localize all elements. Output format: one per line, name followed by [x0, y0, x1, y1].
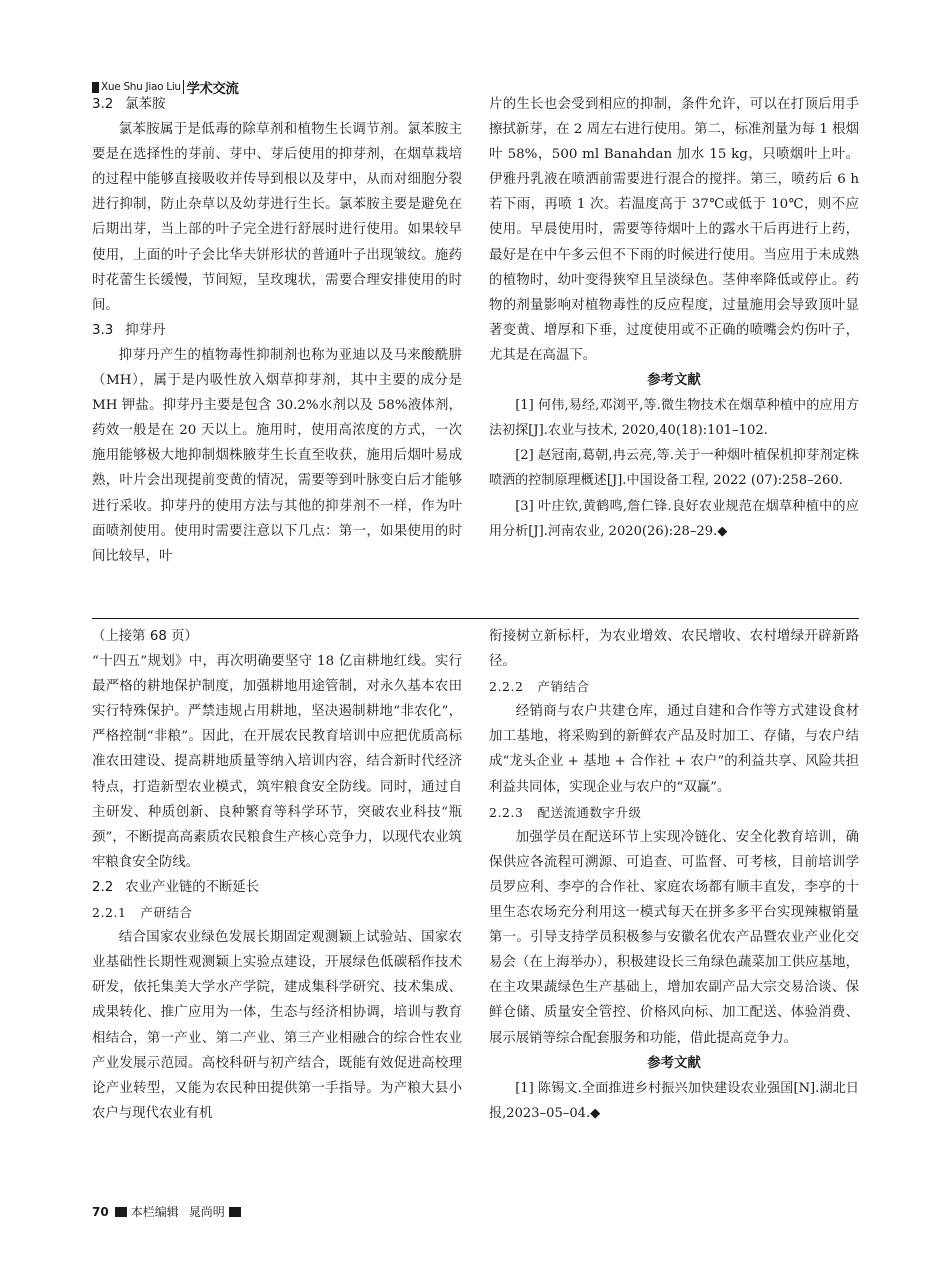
- bottom-right-column: [489, 624, 859, 1126]
- subsection-title: 配送流通数字升级: [537, 804, 642, 820]
- subsection-heading-2-2-2: [489, 674, 859, 699]
- body-paragraph: 片的生长也会受到相应的抑制，条件允许，可以在打顶后用手擦拭新芽，在 2 周左右进行使用。第二，标准剂量为每 1 根烟叶 58%，500 ml Banahdan 加水 15 kg，只喷烟叶上叶。伊雅丹乳液在喷洒前需要进行混合的搅拌。第三，喷药后 6 h 若下雨，再喷 1 次。若温度高于 37℃或低于 10℃，则不应使用。早晨使用时，需要等待烟叶上的露水干后再进行上药，最好是在中午多云但不下雨的时候进行使用。当应用于未成熟的植物时，幼叶变得狭窄且呈淡绿色。茎伸率降低或停止。药物的剂量影响对植物毒性的反应程度，过量施用会导致顶叶显著变黄、增厚和下垂，过度使用或不正确的喷嘴会灼伤叶子，尤其是在高温下。: [489, 97, 859, 363]
- page-number: 70: [92, 1204, 109, 1219]
- continued-note: （上接第 68 页）: [92, 629, 198, 644]
- article-divider: [92, 618, 859, 619]
- footer-label: 本栏编辑: [130, 1205, 179, 1219]
- section-title: 氯苯胺: [125, 97, 166, 112]
- section-heading-3-2: [92, 92, 462, 117]
- page-footer: [92, 1203, 245, 1220]
- reference-item: [2] 赵冠南,葛朝,冉云亮,等.关于一种烟叶植保机抑芽剂定株喷洒的控制原理概述[J].中国设备工程, 2022 (07):258–260.: [489, 448, 859, 489]
- references-title: 参考文献: [647, 1054, 701, 1071]
- subsection-number: 2.2.2: [489, 679, 524, 695]
- section-title: 农业产业链的不断延长: [125, 879, 260, 895]
- body-paragraph: 经销商与农户共建仓库，通过自建和合作等方式建设食材加工基地，将采购到的新鲜农产品及时加工、存储，与农户结成“龙头企业 + 基地 + 合作社 + 农户”的利益共享、风险共担利益共同体，实现企业与农户的“双赢”。: [489, 704, 859, 795]
- body-paragraph: 加强学员在配送环节上实现冷链化、安全化教育培训，确保供应各流程可溯源、可追查、可监督、可考核，目前培训学员罗应利、李亭的合作社、家庭农场都有顺丰直发，李亭的十里生态农场充分利用这一模式每天在拼多多平台实现辣椒销量第一。引导支持学员积极参与安徽名优农产品暨农业产业化交易会（在上海举办），积极建设长三角绿色蔬菜加工供应基地，在主攻果蔬绿色生产基础上，增加农副产品大宗交易洽谈、保鲜仓储、质量安全管控、价格风向标、加工配送、体验消费、展示展销等综合配套服务和功能，借此提高竞争力。: [489, 829, 859, 1046]
- section-number: 3.3: [92, 322, 114, 338]
- running-head-chinese: 学术交流: [186, 81, 239, 97]
- subsection-title: 产销结合: [537, 679, 590, 695]
- subsection-number: 2.2.1: [92, 905, 127, 921]
- reference-item: [3] 叶庄钦,黄鹤鸣,詹仁锋.良好农业规范在烟草种植中的应用分析[J].河南农业, 2020(26):28–29.◆: [489, 498, 859, 539]
- footer-square-icon: [229, 1207, 241, 1217]
- reference-item: [1] 何伟,易经,邓浏平,等.微生物技术在烟草种植中的应用方法初探[J].农业与技术, 2020,40(18):101–102.: [489, 398, 859, 439]
- section-number: 3.2: [92, 97, 114, 112]
- footer-editor: 晁尚明: [188, 1205, 225, 1219]
- footer-square-icon: [115, 1207, 127, 1217]
- body-paragraph: 抑芽丹产生的植物毒性抑制剂也称为亚迪以及马来酸酰肼（MH），属于是内吸性放入烟草抑芽剂，其中主要的成分是 MH 钾盐。抑芽丹主要是包含 30.2%水剂以及 58%液体剂，药效一般是在 20 天以上。施用时，使用高浓度的方式，一次施用能够极大地抑制烟株腋芽生长直至收获，施用后烟叶易成熟，叶片会出现提前变黄的情况，需要等到叶脉变白后才能够进行采收。抑芽丹的使用方法与其他的抑芽剂不一样，作为叶面喷剂使用。使用时需要注意以下几点：第一，如果使用的时间比较早，叶: [92, 347, 462, 564]
- body-paragraph: 衔接树立新标杆，为农业增效、农民增收、农村增绿开辟新路径。: [489, 629, 859, 670]
- section-heading-3-3: [92, 318, 462, 343]
- top-right-column: [489, 92, 859, 544]
- running-head-square-icon: [92, 82, 99, 93]
- top-left-column: [92, 92, 462, 569]
- references-title: 参考文献: [647, 372, 701, 389]
- section-number: 2.2: [92, 879, 114, 895]
- reference-item: [1] 陈锡文.全面推进乡村振兴加快建设农业强国[N].湖北日报,2023–05–04.◆: [489, 1080, 859, 1121]
- section-heading-2-2: [92, 875, 462, 900]
- body-paragraph: 结合国家农业绿色发展长期固定观测颖上试验站、国家农业基础性长期性观测颖上实验点建设，开展绿色低碳稻作技术研发，依托集美大学水产学院，建成集科学研究、技术集成、成果转化、推广应用为一体，生态与经济相协调，培训与教育相结合，第一产业、第二产业、第三产业相融合的综合性农业产业发展示范园。高校科研与初产结合，既能有效促进高校理论产业转型，又能为农民种田提供第一手指导。为产粮大县小农户与现代农业有机: [92, 930, 462, 1121]
- subsection-heading-2-2-1: [92, 900, 462, 925]
- subsection-heading-2-2-3: [489, 800, 859, 825]
- subsection-number: 2.2.3: [489, 804, 524, 820]
- bottom-left-column: [92, 624, 462, 1126]
- section-title: 抑芽丹: [125, 322, 166, 338]
- body-paragraph: “十四五”规划》中，再次明确要坚守 18 亿亩耕地红线。实行最严格的耕地保护制度，加强耕地用途管制，对永久基本农田实行特殊保护。严禁违规占用耕地，坚决遏制耕地“非农化”，严格控制“非粮”。因此，在开展农民教育培训中应把优质高标准农田建设、提高耕地质量等纳入培训内容，结合新时代经济特点，打造新型农业模式，筑牢粮食安全防线。同时，通过自主研发、种质创新、良种繁育等科学环节，突破农业科技“瓶颈”，不断提高高素质农民粮食生产核心竞争力，以现代农业筑牢粮食安全防线。: [92, 654, 462, 870]
- subsection-title: 产研结合: [140, 905, 193, 921]
- running-head-latin: Xue Shu Jiao Liu: [101, 81, 181, 93]
- body-paragraph: 氯苯胺属于是低毒的除草剂和植物生长调节剂。氯苯胺主要是在选择性的芽前、芽中、芽后使用的抑芽剂，在烟草栽培的过程中能够直接吸收并传导到根以及芽中，从而对细胞分裂进行抑制，防止杂草以及幼芽进行生长。氯苯胺主要是避免在后期出芽，当上部的叶子完全进行舒展时进行使用。如果较早使用，上面的叶子会比华夫饼形状的普通叶子出现皱纹。施药时花蕾生长缓慢，节间短，呈玫瑰状，需要合理安排使用的时间。: [92, 122, 462, 313]
